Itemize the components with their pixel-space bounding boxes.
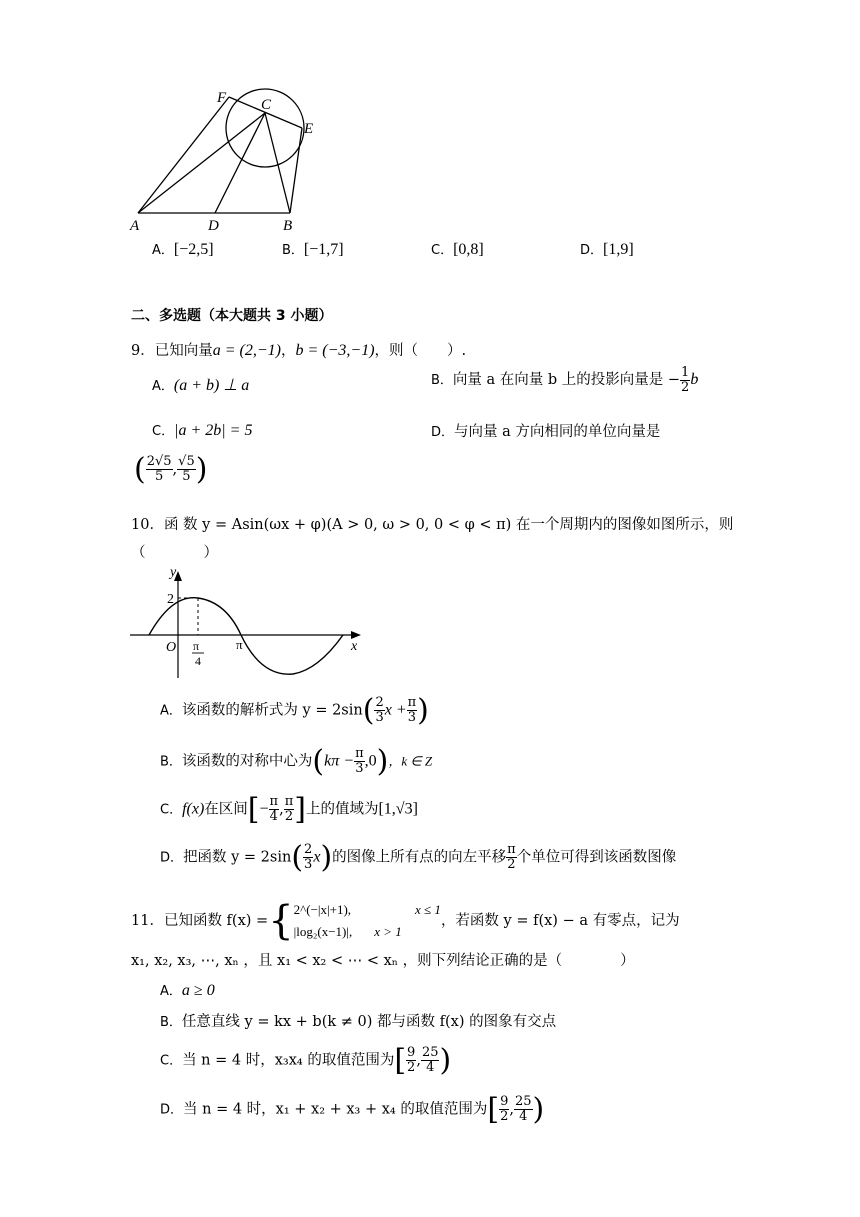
graph-origin: O (166, 640, 177, 655)
label-a: A (130, 218, 140, 234)
q10-option-a[interactable]: A．该函数的解析式为 y = 2sin( $\frac{2}{3}$ x + $\frac{\pi}{3}$ ) (160, 693, 429, 728)
q9-option-d-vector: ( $\frac{2√5}{5}$ , $\frac{√5}{5}$ ) (134, 452, 208, 487)
option-value: [−2,5] (173, 241, 214, 258)
label-e: E (304, 121, 314, 137)
section-heading: 二、多选题（本大题共 3 小题） (131, 308, 333, 324)
q9-option-c[interactable]: C．|a + 2b| = 5 (152, 422, 253, 439)
option-label: D． (580, 243, 604, 258)
q10-sine-graph (125, 563, 370, 683)
graph-pi4-num: π (193, 639, 200, 653)
graph-x-label: x (351, 639, 358, 654)
q11-stem: 11．已知函数 f(x) ={ 2^(−|x|+1), x ≤ 1 |log₂(x−1)|, x > 1 ，若函数 y = f(x) − a 有零点，记为 (131, 898, 680, 944)
option-value: [1,9] (603, 241, 634, 258)
q9-option-d[interactable]: D．与向量 a 方向相同的单位向量是 (431, 424, 661, 440)
option-label: A． (152, 243, 174, 258)
q11-option-b[interactable]: B．任意直线 y = kx + b(k ≠ 0) 都与函数 f(x) 的图象有交点 (160, 1014, 557, 1030)
q9-option-b[interactable]: B．向量 a 在向量 b 上的投影向量是 − $\frac{1}{2}$ b (431, 365, 699, 395)
q8-option-c[interactable] (431, 239, 484, 259)
q8-geometry-figure (120, 80, 330, 235)
option-label: C． (431, 243, 454, 258)
q10-option-c[interactable]: C．f(x)在区间[− $\frac{\pi}{4}$ , $\frac{\pi}{2}$ ]上的值域为[1,√3] (160, 792, 418, 827)
graph-pi-label: π (236, 637, 243, 652)
option-label: B． (282, 243, 304, 258)
label-f: F (217, 90, 227, 106)
case1-expr: 2^(−|x|+1), (293, 902, 352, 917)
label-b: B (283, 218, 293, 234)
label-c: C (261, 97, 272, 113)
q10-stem-paren: （ ） (131, 545, 218, 561)
q10-stem: 10．函 数 y = Asin(ωx + φ)(A > 0, ω > 0, 0 < φ < π) 在一个周期内的图像如图所示，则 (131, 517, 734, 533)
graph-y-label: y (170, 565, 177, 580)
q8-option-a[interactable] (152, 239, 214, 259)
q9-option-a[interactable]: A．(a + b) ⊥ a (152, 377, 250, 394)
graph-pi4-den: 4 (195, 654, 201, 668)
case1-cond: x ≤ 1 (415, 902, 441, 917)
case2-cond: x > 1 (374, 924, 402, 939)
label-d: D (208, 218, 219, 234)
q10-option-d[interactable]: D．把函数 y = 2sin( $\frac{2}{3}$ x)的图像上所有点的向左平移 $\frac{\pi}{2}$ 个单位可得到该函数图像 (160, 840, 677, 875)
q11-option-a[interactable]: A．a ≥ 0 (160, 982, 215, 999)
q11-stem-cont: x₁, x₂, x₃, ⋯, xₙ ，且 x₁ < x₂ < ⋯ < xₙ ，则下列结论正确的是（ ） (131, 953, 635, 969)
q11-option-c[interactable]: C．当 n = 4 时，x₃x₄ 的取值范围为[ $\frac{9}{2}$ , $\frac{25}{4}$ ) (160, 1043, 452, 1078)
q11-option-d[interactable]: D．当 n = 4 时，x₁ + x₂ + x₃ + x₄ 的取值范围为[ $\frac{9}{2}$ , $\frac{25}{4}$ ) (160, 1092, 545, 1127)
q8-option-b[interactable] (282, 239, 344, 259)
q8-option-d[interactable] (580, 239, 634, 259)
case2-expr: |log₂(x−1)|, (293, 924, 353, 939)
graph-max-label: 2 (167, 592, 174, 607)
q9-stem: 9．已知向量a = (2,−1)，b = (−3,−1)，则（ ）. (131, 342, 467, 359)
option-value: [−1,7] (303, 241, 344, 258)
option-value: [0,8] (453, 241, 484, 258)
q10-option-b[interactable]: B．该函数的对称中心为(kπ − $\frac{\pi}{3}$ ,0)，k ∈ Z (160, 744, 433, 779)
